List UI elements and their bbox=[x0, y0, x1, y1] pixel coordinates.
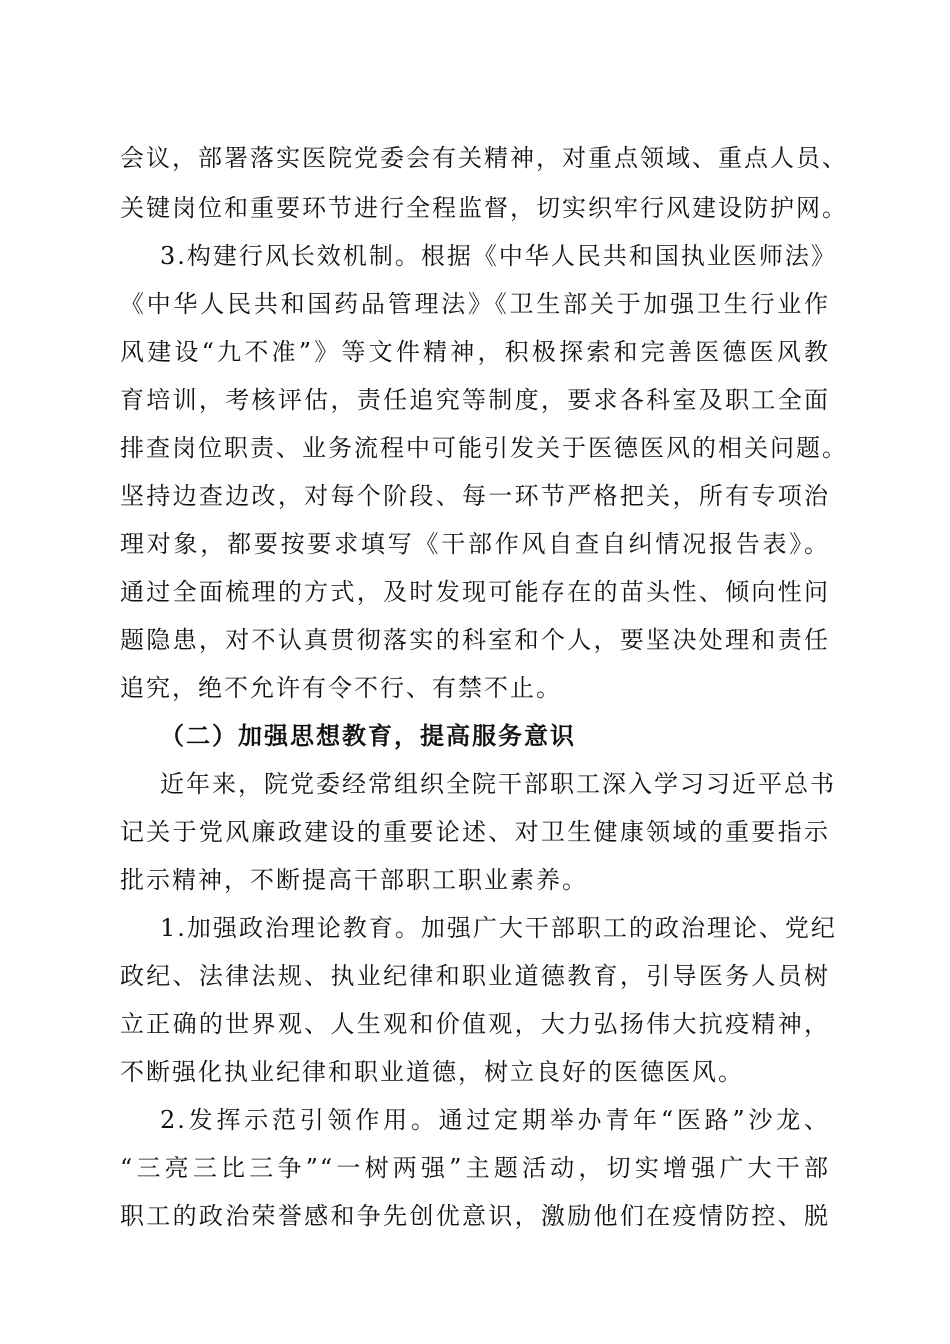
text-line-20: 不断强化执业纪律和职业道德，树立良好的医德医风。 bbox=[120, 1058, 744, 1086]
text-line-14: 近年来，院党委经常组织全院干部职工深入学习习近平总书 bbox=[160, 770, 836, 798]
text-line-16: 批示精神，不断提高干部职工职业素养。 bbox=[120, 866, 588, 894]
text-line-2: 关键岗位和重要环节进行全程监督，切实织牢行风建设防护网。 bbox=[120, 194, 848, 222]
text-line-15: 记关于党风廉政建设的重要论述、对卫生健康领域的重要指示 bbox=[120, 818, 830, 846]
text-line-3: 3.构建行风长效机制。根据《中华人民共和国执业医师法》 bbox=[160, 242, 837, 270]
text-line-18: 政纪、法律法规、执业纪律和职业道德教育，引导医务人员树 bbox=[120, 962, 830, 990]
section-heading: （二）加强思想教育，提高服务意识 bbox=[160, 721, 576, 750]
text-line-21: 2.发挥示范引领作用。通过定期举办青年“医路”沙龙、 bbox=[160, 1106, 830, 1134]
text-line-1: 会议，部署落实医院党委会有关精神，对重点领域、重点人员、 bbox=[120, 144, 848, 172]
text-line-17: 1.加强政治理论教育。加强广大干部职工的政治理论、党纪 bbox=[160, 914, 837, 942]
text-line-23: 职工的政治荣誉感和争先创优意识，激励他们在疫情防控、脱 bbox=[120, 1202, 830, 1230]
text-line-9: 理对象，都要按要求填写《干部作风自查自纠情况报告表》。 bbox=[120, 530, 830, 558]
text-line-12: 追究，绝不允许有令不行、有禁不止。 bbox=[120, 674, 562, 702]
text-line-6: 育培训，考核评估，责任追究等制度，要求各科室及职工全面 bbox=[120, 386, 830, 414]
text-line-4: 《中华人民共和国药品管理法》《卫生部关于加强卫生行业作 bbox=[120, 290, 830, 318]
text-line-19: 立正确的世界观、人生观和价值观，大力弘扬伟大抗疫精神， bbox=[120, 1010, 830, 1038]
text-line-7: 排查岗位职责、业务流程中可能引发关于医德医风的相关问题。 bbox=[120, 434, 848, 462]
text-line-22: “三亮三比三争”“一树两强”主题活动，切实增强广大干部 bbox=[120, 1154, 830, 1182]
text-line-5: 风建设“九不准”》等文件精神，积极探索和完善医德医风教 bbox=[120, 338, 830, 366]
text-line-11: 题隐患，对不认真贯彻落实的科室和个人，要坚决处理和责任 bbox=[120, 626, 830, 654]
text-line-8: 坚持边查边改，对每个阶段、每一环节严格把关，所有专项治 bbox=[120, 482, 830, 510]
text-line-10: 通过全面梳理的方式，及时发现可能存在的苗头性、倾向性问 bbox=[120, 578, 830, 606]
